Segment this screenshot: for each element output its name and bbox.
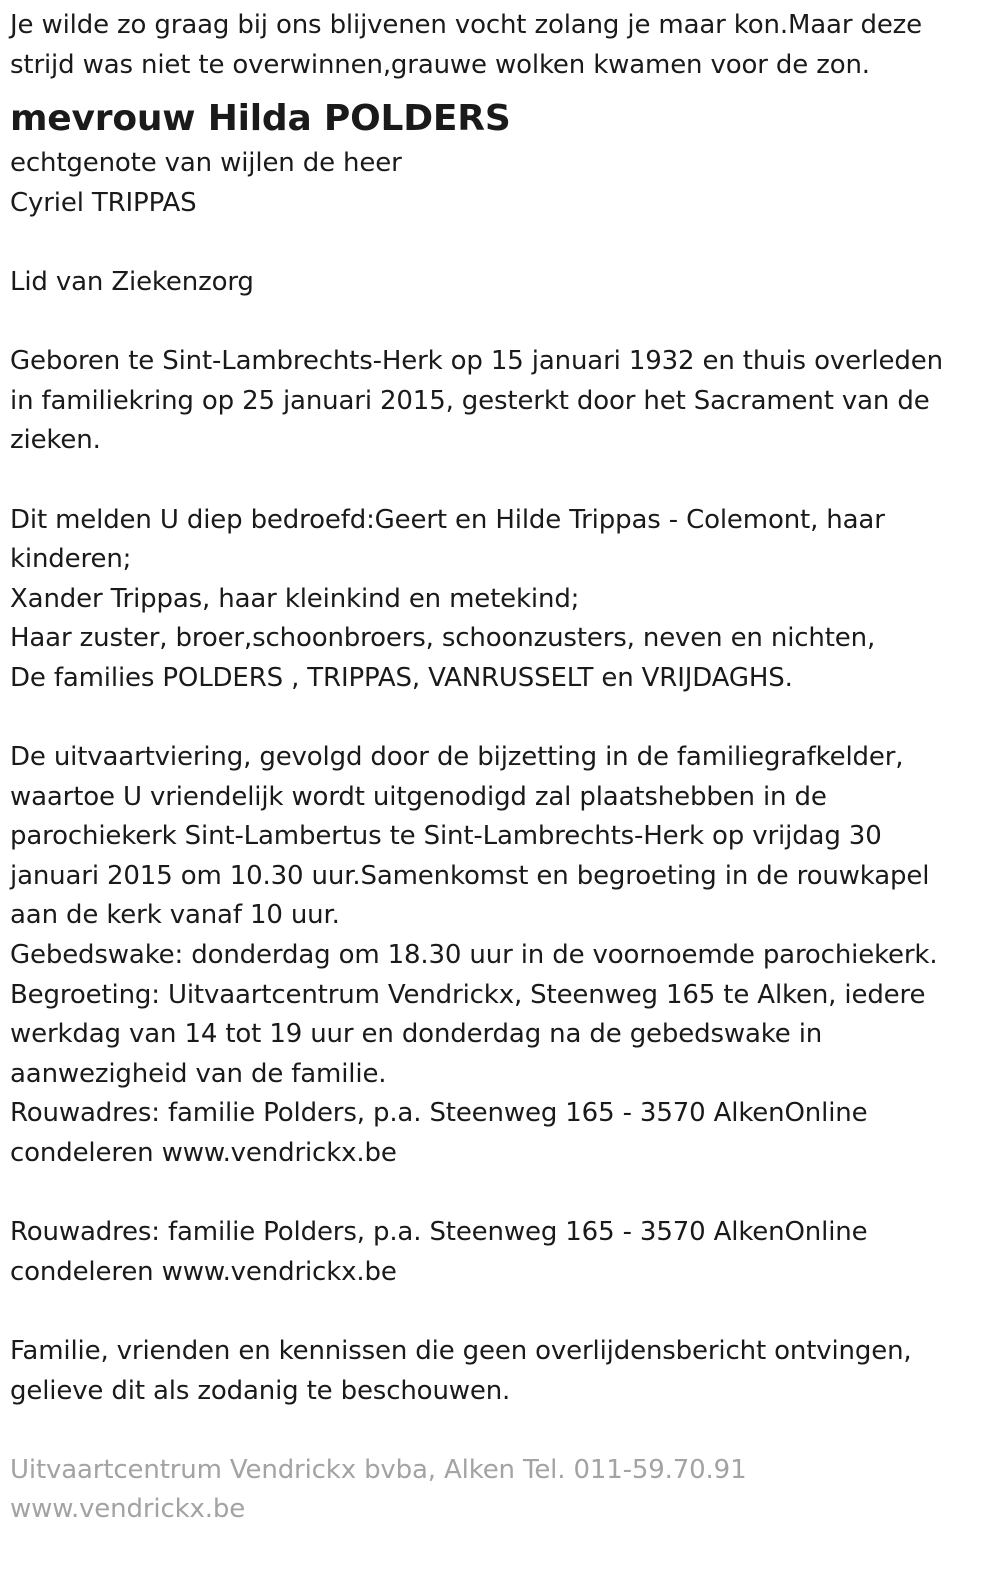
spacer — [10, 699, 985, 739]
spouse-line: Cyriel TRIPPAS — [10, 187, 197, 218]
ceremony-line: aanwezigheid van de familie. — [10, 1058, 387, 1089]
footer-line: Uitvaartcentrum Vendrickx bvba, Alken Tel. 011-59.70.91 — [10, 1454, 747, 1485]
announcers-line: Haar zuster, broer,schoonbroers, schoonzusters, neven en nichten, — [10, 623, 876, 654]
spacer — [10, 1411, 985, 1451]
birth-death-line: zieken. — [10, 425, 101, 456]
closing-line: gelieve dit als zodanig te beschouwen. — [10, 1375, 511, 1406]
spacer — [10, 1174, 985, 1214]
deceased-name: mevrouw Hilda POLDERS — [10, 98, 511, 140]
announcers-paragraph — [10, 501, 985, 699]
ceremony-line: De uitvaartviering, gevolgd door de bijzetting in de familiegrafkelder, — [10, 742, 904, 773]
ceremony-line: Gebedswake: donderdag om 18.30 uur in de voornoemde parochiekerk. — [10, 940, 938, 971]
obituary-page — [10, 6, 985, 1530]
ceremony-line: aan de kerk vanaf 10 uur. — [10, 900, 340, 931]
birth-death-line: Geboren te Sint-Lambrechts-Herk op 15 januari 1932 en thuis overleden — [10, 346, 943, 377]
address-line: condeleren www.vendrickx.be — [10, 1256, 397, 1287]
ceremony-line: parochiekerk Sint-Lambertus te Sint-Lambrechts-Herk op vrijdag 30 — [10, 821, 882, 852]
closing-line: Familie, vrienden en kennissen die geen overlijdensbericht ontvingen, — [10, 1336, 912, 1366]
announcers-line: kinderen; — [10, 544, 132, 575]
ceremony-line: werkdag van 14 tot 19 uur en donderdag na de gebedswake in — [10, 1019, 823, 1050]
birth-death-line: in familiekring op 25 januari 2015, gesterkt door het Sacrament van de — [10, 385, 930, 416]
announcers-line: Xander Trippas, haar kleinkind en metekind; — [10, 583, 580, 614]
birth-death-paragraph — [10, 342, 985, 461]
address-paragraph — [10, 1213, 985, 1292]
intro-line: Je wilde zo graag bij ons blijvenen vocht zolang je maar kon.Maar deze — [10, 10, 923, 40]
announcers-line: De families POLDERS , TRIPPAS, VANRUSSELT en VRIJDAGHS. — [10, 662, 793, 693]
spouse-info — [10, 144, 985, 223]
ceremony-paragraph — [10, 738, 985, 1174]
spacer — [10, 223, 985, 263]
spacer — [10, 303, 985, 343]
funeral-home-footer — [10, 1451, 985, 1530]
intro-verse — [10, 6, 985, 85]
spacer — [10, 461, 985, 501]
membership-line: Lid van Ziekenzorg — [10, 266, 254, 297]
ceremony-line: januari 2015 om 10.30 uur.Samenkomst en begroeting in de rouwkapel — [10, 860, 930, 891]
ceremony-line: waartoe U vriendelijk wordt uitgenodigd zal plaatshebben in de — [10, 781, 827, 812]
intro-line: strijd was niet te overwinnen,grauwe wolken kwamen voor de zon. — [10, 49, 870, 80]
ceremony-line: Rouwadres: familie Polders, p.a. Steenweg 165 - 3570 AlkenOnline — [10, 1098, 868, 1129]
footer-website: www.vendrickx.be — [10, 1494, 246, 1525]
closing-paragraph — [10, 1332, 985, 1411]
announcers-line: Dit melden U diep bedroefd:Geert en Hilde Trippas - Colemont, haar — [10, 504, 885, 535]
spacer — [10, 1292, 985, 1332]
address-line: Rouwadres: familie Polders, p.a. Steenweg 165 - 3570 AlkenOnline — [10, 1217, 868, 1248]
ceremony-line: Begroeting: Uitvaartcentrum Vendrickx, Steenweg 165 te Alken, iedere — [10, 979, 926, 1010]
ceremony-line: condeleren www.vendrickx.be — [10, 1138, 397, 1169]
spouse-line: echtgenote van wijlen de heer — [10, 148, 402, 179]
